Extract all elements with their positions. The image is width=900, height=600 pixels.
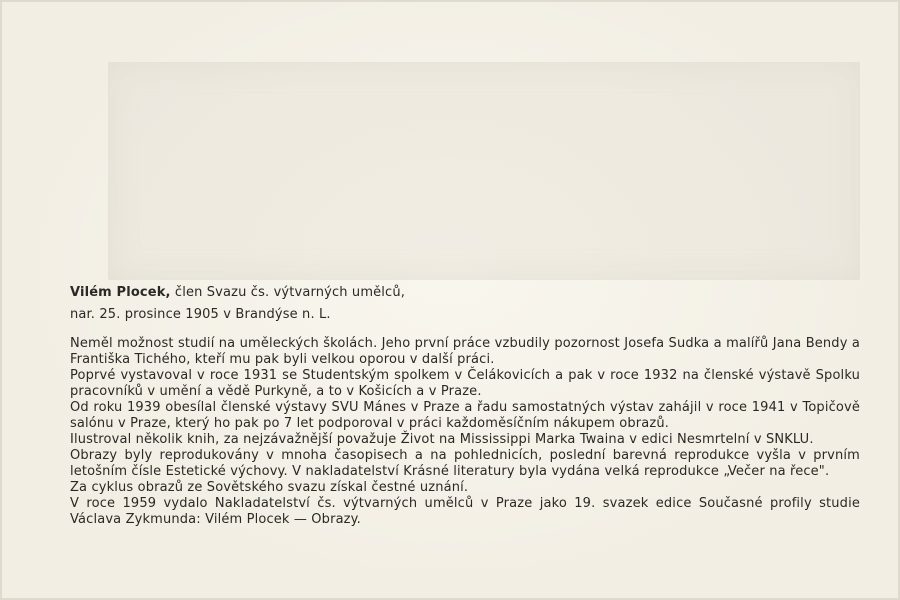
paragraph-first-exhibition: Poprvé vystavoval v roce 1931 se Studentským spolkem v Čelákovicích a pak v roce 1932 na členské výstavě Spolku pracovníků v umění a vědě Purkyně, a to v Košicích a v Praze. bbox=[70, 368, 860, 399]
embossed-area bbox=[108, 62, 860, 280]
paragraph-illustrations: Ilustroval několik knih, za nejzávažnější považuje Život na Mississippi Marka Twaina v edici Nesmrtelní v SNKLU. bbox=[70, 432, 814, 447]
paragraph-education: Neměl možnost studií na uměleckých školách. Jeho první práce vzbudily pozornost Josefa Sudka a malířů Jana Bendy a Františka Tichého, kteří mu pak byli velkou oporou v další práci. bbox=[70, 336, 860, 367]
paragraph-reproductions: Obrazy byly reprodukovány v mnoha časopisech a na pohlednicích, poslední barevná reprodukce vyšla v prvním letošním čísle Estetické výchovy. V nakladatelství Krásné literatury byla vydána velká reprodukce „Večer na řece". bbox=[70, 448, 860, 479]
biography-paragraphs bbox=[70, 336, 860, 528]
artist-birth: nar. 25. prosince 1905 v Brandýse n. L. bbox=[70, 307, 331, 322]
artist-name: Vilém Plocek, bbox=[70, 285, 171, 300]
paragraph-monograph: V roce 1959 vydalo Nakladatelství čs. výtvarných umělců v Praze jako 19. svazek edice Současné profily studie Václava Zykmunda: Vilém Plocek — Obrazy. bbox=[70, 496, 860, 527]
artist-header bbox=[70, 285, 860, 301]
paragraph-award: Za cyklus obrazů ze Sovětského svazu získal čestné uznání. bbox=[70, 480, 469, 495]
artist-membership: člen Svazu čs. výtvarných umělců, bbox=[170, 285, 406, 300]
paragraph-exhibitions: Od roku 1939 obesílal členské výstavy SVU Mánes v Praze a řadu samostatných výstav zahájil v roce 1941 v Topičově salónu v Praze, který ho pak po 7 let podporoval v práci každoměsíčním nákupem obrazů. bbox=[70, 400, 860, 431]
biography-text bbox=[70, 285, 860, 528]
